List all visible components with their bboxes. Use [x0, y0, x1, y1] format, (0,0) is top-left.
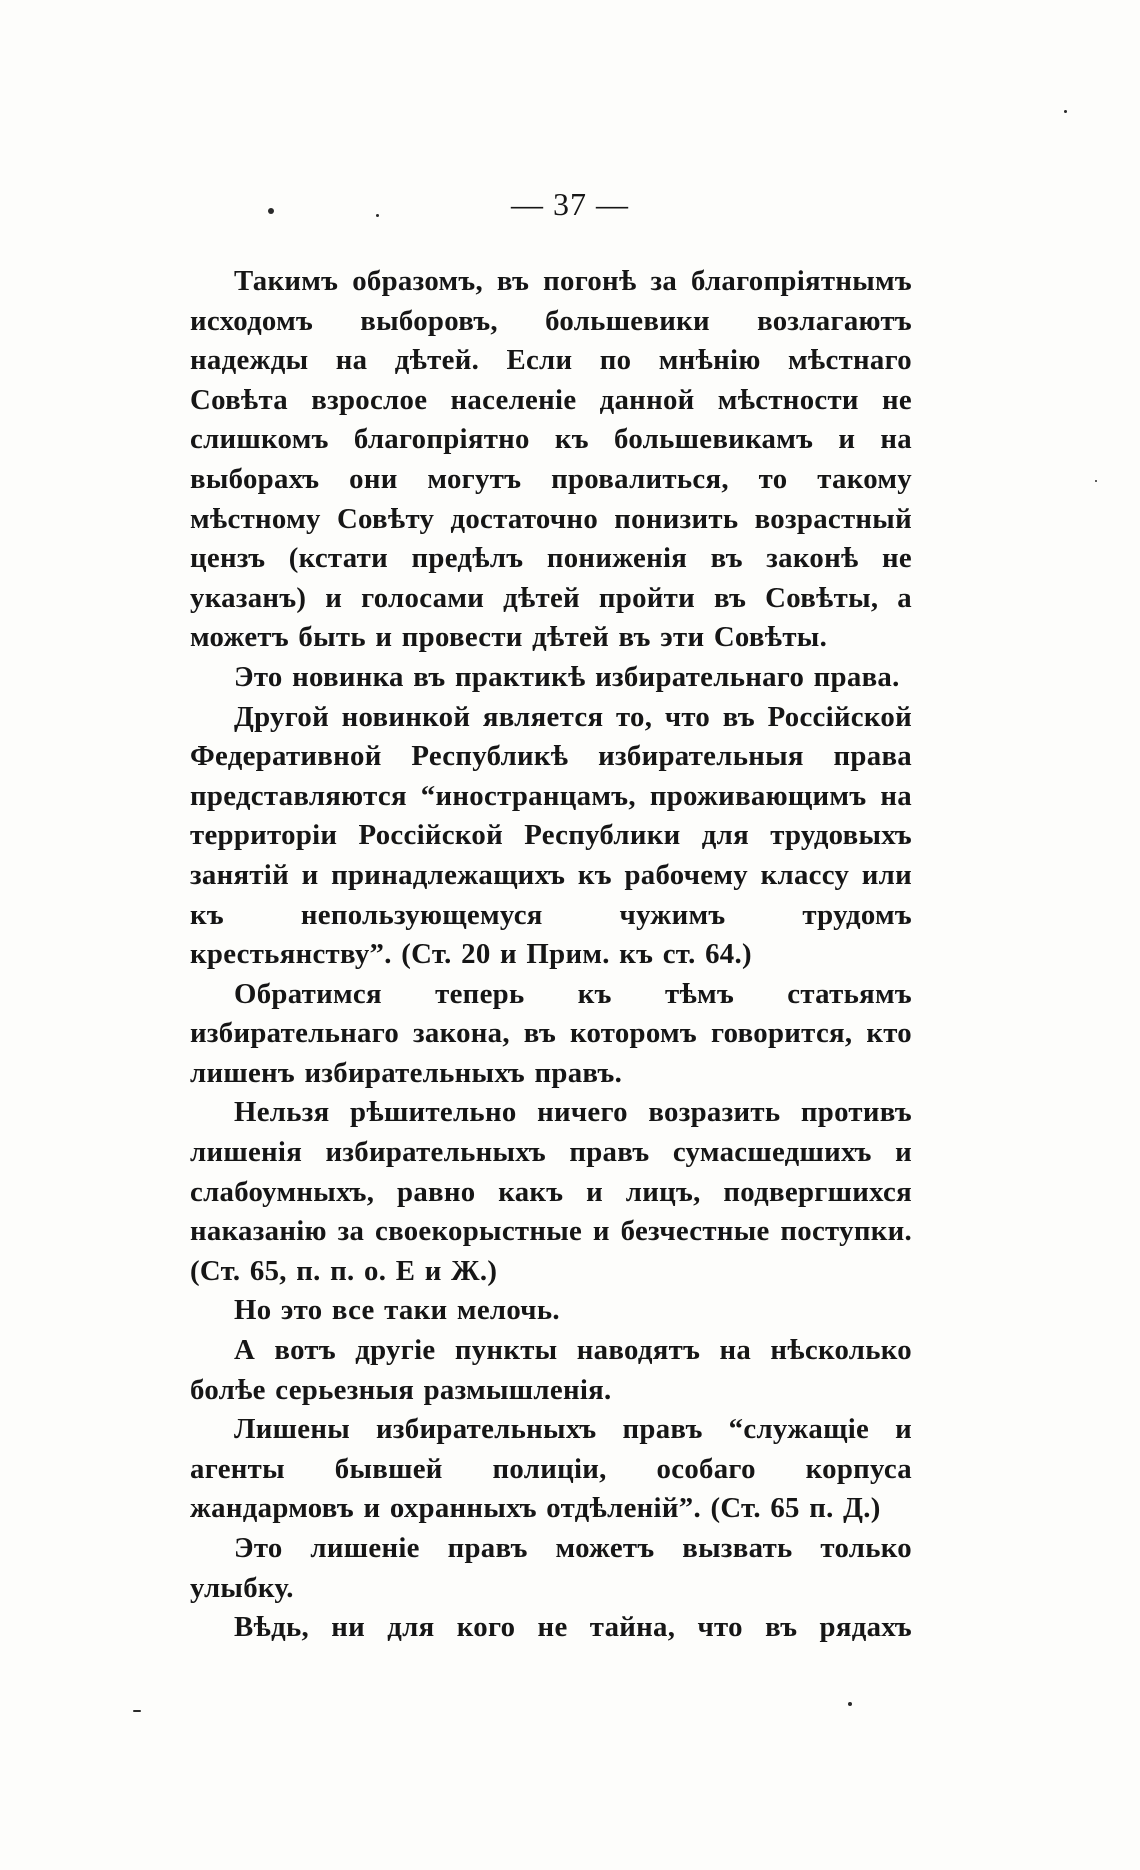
- paragraph: Это новинка въ практикѣ избирательнаго права.: [234, 660, 900, 693]
- paragraph: Это лишеніе правъ можетъ вызвать только улыбку.: [190, 1532, 912, 1604]
- paragraph: Нельзя рѣшительно ничего возразить противъ лишенія избирательныхъ правъ сумасшедшихъ и слабоумныхъ, равно какъ и лицъ, подвергшихся наказанію за своекорыстные и безчестные поступки. (Ст. 65, п. п. о. Е и Ж.): [190, 1096, 912, 1287]
- paragraph: Вѣдь, ни для кого не тайна, что въ рядахъ: [234, 1611, 912, 1644]
- scan-speck: [1064, 110, 1067, 113]
- scan-speck: [133, 1710, 141, 1712]
- paragraph: Лишены избирательныхъ правъ “служащіе и агенты бывшей полиціи, особаго корпуса жандармовъ и охранныхъ отдѣленій”. (Ст. 65 п. Д.): [190, 1413, 912, 1525]
- paragraph: Обратимся теперь къ тѣмъ статьямъ избирательнаго закона, въ которомъ говорится, кто лишенъ избирательныхъ правъ.: [190, 977, 912, 1089]
- scan-speck: [848, 1702, 852, 1706]
- scan-speck: [268, 208, 274, 214]
- paragraph: Но это все таки мелочь.: [234, 1294, 560, 1327]
- paragraph: Такимъ образомъ, въ погонѣ за благопріятнымъ исходомъ выборовъ, большевики возлагаютъ надежды на дѣтей. Если по мнѣнію мѣстнаго Совѣта взрослое населеніе данной мѣстности не слишкомъ благопріятно къ большевикамъ и на выборахъ они могутъ провалиться, то такому мѣстному Совѣту достаточно понизить возрастный цензъ (кстати предѣлъ пониженія въ законѣ не указанъ) и голосами дѣтей пройти въ Совѣты, а можетъ быть и провести дѣтей въ эти Совѣты.: [190, 265, 912, 654]
- paragraph: Другой новинкой является то, что въ Россійской Федеративной Республикѣ избирательныя права представляются “иностранцамъ, проживающимъ на территоріи Россійской Республики для трудовыхъ занятій и принадлежащихъ къ рабочему классу или къ непользующемуся чужимъ трудомъ крестьянству”. (Ст. 20 и Прим. къ ст. 64.): [190, 700, 912, 971]
- page-number: — 37 —: [511, 186, 629, 222]
- scan-speck: [376, 214, 379, 217]
- body-text: [190, 262, 912, 1648]
- paragraph: А вотъ другіе пункты наводятъ на нѣсколько болѣе серьезныя размышленія.: [190, 1334, 912, 1406]
- scan-speck: [1095, 480, 1097, 482]
